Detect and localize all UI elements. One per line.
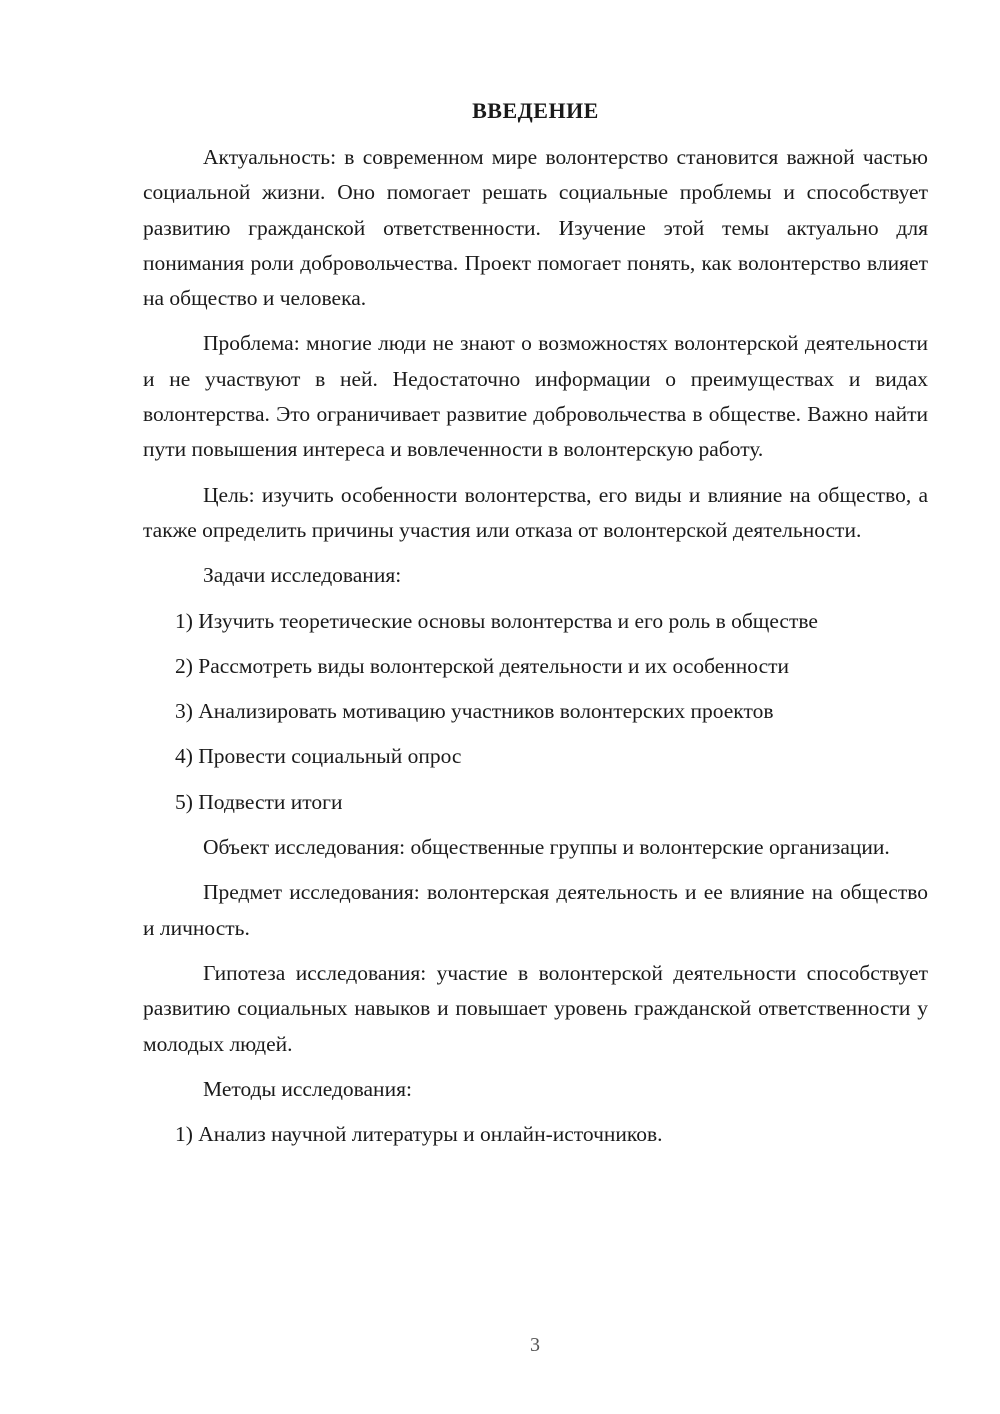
paragraph-problem: Проблема: многие люди не знают о возможностях волонтерской деятельности и не участвуют в ней. Недостаточно информации о преимуществах и видах волонтерства. Это ограничивает развитие добровольчества в обществе. Важно найти пути повышения интереса и вовлеченности в волонтерскую работу. [143, 331, 928, 462]
page-number: 3 [530, 1334, 540, 1356]
paragraph-hypothesis: Гипотеза исследования: участие в волонтерской деятельности способствует развитию социальных навыков и повышает уровень гражданской ответственности у молодых людей. [143, 960, 928, 1056]
list-item: 1) Изучить теоретические основы волонтерства и его роль в обществе [175, 608, 818, 633]
page-title: ВВЕДЕНИЕ [472, 98, 599, 123]
list-item: 2) Рассмотреть виды волонтерской деятельности и их особенности [175, 653, 790, 678]
paragraph-relevance: Актуальность: в современном мире волонтерство становится важной частью социальной жизни. Оно помогает решать социальные проблемы и способствует развитию гражданской ответственности. Изучение этой темы актуально для понимания роли добровольчества. Проект помогает понять, как волонтерство влияет на общество и человека. [143, 145, 928, 311]
tasks-heading: Задачи исследования: [203, 563, 402, 588]
list-item: 3) Анализировать мотивацию участников волонтерских проектов [175, 699, 774, 724]
paragraph-goal: Цель: изучить особенности волонтерства, его виды и влияние на общество, а также определить причины участия или отказа от волонтерской деятельности. [143, 482, 928, 542]
list-item: 5) Подвести итоги [175, 789, 343, 814]
document-page [143, 96, 928, 1162]
paragraph-object: Объект исследования: общественные группы и волонтерские организации. [203, 835, 890, 860]
list-item: 4) Провести социальный опрос [175, 744, 462, 769]
list-item: 1) Анализ научной литературы и онлайн-источников. [175, 1122, 663, 1147]
methods-list [143, 1117, 928, 1152]
paragraph-subject: Предмет исследования: волонтерская деятельность и ее влияние на общество и личность. [143, 880, 928, 940]
methods-heading: Методы исследования: [203, 1076, 412, 1101]
tasks-list [143, 604, 928, 820]
